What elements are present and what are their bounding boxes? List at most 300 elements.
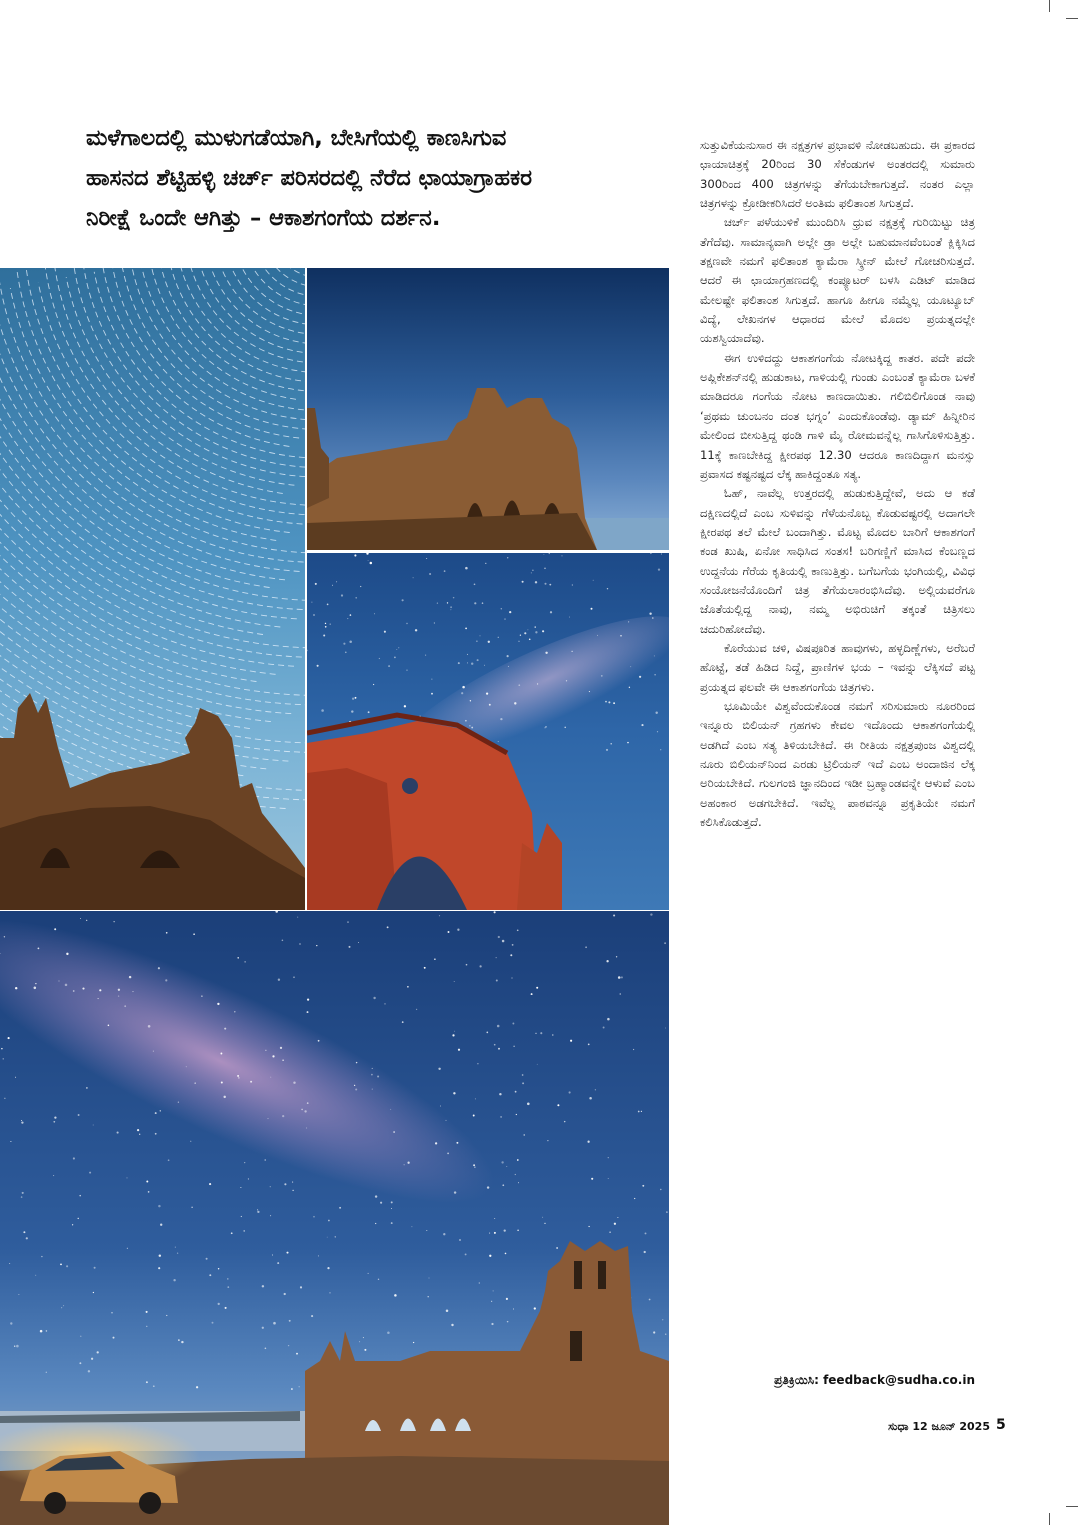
star — [605, 701, 607, 703]
star — [407, 1162, 409, 1164]
star-trails-image — [0, 268, 305, 910]
star — [617, 1217, 618, 1218]
star — [379, 658, 380, 659]
star — [661, 554, 662, 555]
star — [569, 1091, 571, 1093]
star — [238, 1077, 239, 1078]
star — [550, 611, 552, 613]
star — [519, 641, 520, 642]
star — [166, 932, 168, 934]
star — [350, 614, 352, 616]
star — [270, 1215, 271, 1216]
star — [297, 917, 298, 918]
star — [82, 988, 84, 990]
star — [191, 1207, 192, 1208]
star — [270, 1077, 271, 1078]
star — [35, 983, 36, 984]
star — [507, 1321, 509, 1323]
star — [391, 1222, 393, 1224]
star — [91, 1358, 93, 1360]
star — [10, 1322, 12, 1324]
star — [547, 1140, 548, 1141]
star — [209, 1183, 211, 1185]
star — [349, 641, 352, 644]
star — [428, 1277, 429, 1278]
star — [474, 602, 476, 604]
article-paragraph-3: ಈಗ ಉಳಿದದ್ದು ಆಕಾಶಗಂಗೆಯ ನೋಟಕ್ಕಿದ್ದ ಕಾತರ. ಪದೇ ಪದೇ ಅಪ್ಲಿಕೇಶನ್‌ನಲ್ಲಿ ಹುಡುಕಾಟ, ಗಾಳಿಯಲ್ಲಿ ಗುಂಡು ಎಂಬಂತೆ ಕ್ಯಾಮೆರಾ ಬಳಕೆ ಮಾಡಿದರೂ ಗಂಗೆಯ ನೋಟ ಕಾಣದಾಯಿತು. ಗಲಿಬಿಲಿಗೊಂಡ ನಾವು ‘ಪ್ರಥಮ ಚುಂಬನಂ ದಂತ ಭಗ್ನಂ’ ಎಂದುಕೊಂಡೆವು. ಡ್ಯಾಮ್ ಹಿನ್ನೀರಿನ ಮೇಲಿಂದ ಬೀಸುತ್ತಿದ್ದ ಥಂಡಿ ಗಾಳಿ ಮೈ ರೋಮವನ್ನೆಲ್ಲ ಗಾಸಿಗೊಳಿಸುತ್ತಿತ್ತು. 11ಕ್ಕೆ ಕಾಣಬೇಕಿದ್ದ ಕ್ಷೀರಪಥ 12.30 ಆದರೂ ಕಾಣದಿದ್ದಾಗ ಮನಸ್ಸು ಪ್ರವಾಸದ ಕಷ್ಟನಷ್ಟದ ಲೆಕ್ಕ ಹಾಕಿದ್ದಂತೂ ಸತ್ಯ. — [700, 350, 975, 481]
star — [257, 1211, 259, 1213]
star — [473, 1115, 475, 1117]
star — [641, 724, 643, 726]
star — [564, 727, 565, 728]
star — [380, 1202, 382, 1204]
star — [613, 702, 615, 704]
star — [21, 1196, 23, 1198]
star — [496, 957, 497, 958]
star — [270, 1186, 271, 1187]
star — [388, 665, 390, 667]
star — [40, 1330, 43, 1333]
star — [206, 1258, 208, 1260]
headline-line-3: ನಿರೀಕ್ಷೆ ಒಂದೇ ಆಗಿತ್ತು – ಆಕಾಶಗಂಗೆಯ ದರ್ಶನ. — [86, 205, 441, 231]
crop-mark-top-right-h — [1066, 18, 1078, 19]
star — [498, 741, 499, 742]
star — [118, 995, 119, 996]
star — [429, 573, 431, 575]
star — [384, 631, 386, 633]
star — [509, 611, 511, 613]
star — [603, 1027, 605, 1029]
star — [114, 921, 115, 922]
star — [315, 583, 317, 585]
star — [494, 911, 496, 913]
star — [336, 581, 337, 582]
star — [387, 926, 389, 928]
article-paragraph-6: ಭೂಮಿಯೇ ವಿಶ್ವವೆಂದುಕೊಂಡ ನಮಗೆ ಸರಿಸುಮಾರು ನೂರರಿಂದ ಇನ್ನೂರು ಬಿಲಿಯನ್ ಗ್ರಹಗಳು ಕೇವಲ ಇದೊಂದು ಆಕಾಶಗಂಗೆಯಲ್ಲಿ ಅಡಗಿದೆ ಎಂಬ ಸತ್ಯ ತಿಳಿಯಬೇಕಿದೆ. ಈ ರೀತಿಯ ನಕ್ಷತ್ರಪುಂಜ ವಿಶ್ವದಲ್ಲಿ ನೂರು ಬಿಲಿಯನ್‌ನಿಂದ ಎರಡು ಟ್ರಿಲಿಯನ್ ಇದೆ ಎಂಬ ಅಂದಾಜಿನ ಲೆಕ್ಕ ಅರಿಯಬೇಕಿದೆ. ಗುಲಗಂಜಿ ಜ್ಞಾನದಿಂದ ಇಡೀ ಬ್ರಹ್ಮಾಂಡವನ್ನೇ ಆಳುವೆ ಎಂಬ ಅಹಂಕಾರ ಅಡಗಬೇಕಿದೆ. ಇವೆಲ್ಲ ಪಾಠವನ್ನೂ ಪ್ರಕೃತಿಯೇ ನಮಗೆ ಕಲಿಸಿಕೊಡುತ್ತದೆ. — [700, 698, 975, 830]
star — [10, 1141, 11, 1142]
star — [38, 948, 40, 950]
star — [98, 998, 99, 999]
star — [296, 1353, 298, 1355]
star — [498, 1048, 500, 1050]
star — [146, 1381, 148, 1383]
star — [411, 1226, 412, 1227]
star — [454, 981, 455, 982]
star — [355, 697, 357, 699]
star — [665, 1333, 666, 1334]
photo-church-milky-way-car — [0, 911, 669, 1525]
star — [426, 558, 427, 559]
star — [328, 1220, 330, 1222]
star — [488, 641, 490, 643]
star — [531, 572, 532, 573]
article-paragraph-2: ಚರ್ಚ್ ಪಳೆಯುಳಿಕೆ ಮುಂದಿರಿಸಿ ಧ್ರುವ ನಕ್ಷತ್ರಕ್ಕೆ ಗುರಿಯಿಟ್ಟು ಚಿತ್ರ ತೆಗೆದೆವು. ಸಾಮಾನ್ಯವಾಗಿ ಅಲ್ಲೇ ಡ್ರಾ ಅಲ್ಲೇ ಬಹುಮಾನವೆಂಬಂತೆ ಕ್ಲಿಕ್ಕಿಸಿದ ತಕ್ಷಣವೇ ನಮಗೆ ಫಲಿತಾಂಶ ಕ್ಯಾಮೆರಾ ಸ್ಕ್ರೀನ್ ಮೇಲೆ ಗೋಚರಿಸುತ್ತದೆ. ಆದರೆ ಈ ಛಾಯಾಗ್ರಹಣದಲ್ಲಿ ಕಂಪ್ಯೂಟರ್ ಬಳಸಿ ಎಡಿಟ್ ಮಾಡಿದ ಮೇಲಷ್ಟೇ ಫಲಿತಾಂಶ ಸಿಗುತ್ತದೆ. ಹಾಗೂ ಹೀಗೂ ನಮ್ಮೆಲ್ಲ ಯೂಟ್ಯೂಬ್ ವಿದ್ಯೆ, ಲೇಖನಗಳ ಆಧಾರದ ಮೇಲೆ ಮೊದಲ ಪ್ರಯತ್ನದಲ್ಲೇ ಯಶಸ್ವಿಯಾದೆವು. — [700, 215, 975, 346]
star — [372, 1068, 373, 1069]
star — [522, 581, 524, 583]
star — [570, 1040, 572, 1042]
star — [427, 1296, 428, 1297]
star — [212, 1322, 214, 1324]
star — [175, 1247, 176, 1248]
star — [458, 662, 460, 664]
star — [146, 1311, 148, 1313]
star — [591, 1178, 593, 1180]
star — [491, 1323, 493, 1325]
star — [284, 1183, 286, 1185]
star — [542, 630, 544, 632]
star — [8, 1037, 10, 1039]
star — [348, 946, 350, 948]
star — [572, 584, 573, 585]
star — [193, 933, 195, 935]
star — [265, 1159, 266, 1160]
star — [59, 981, 60, 982]
star — [318, 1255, 319, 1256]
star — [311, 602, 312, 603]
star — [524, 1134, 525, 1135]
star — [234, 1011, 235, 1012]
star — [545, 726, 546, 727]
red-arch-image — [307, 553, 669, 910]
star — [662, 1319, 663, 1320]
star — [313, 614, 315, 616]
star — [482, 602, 484, 604]
star — [620, 993, 621, 994]
star — [607, 588, 608, 589]
star — [458, 1049, 460, 1051]
star — [54, 928, 56, 930]
star — [654, 674, 655, 675]
star — [439, 915, 440, 916]
star — [613, 914, 615, 916]
star — [181, 1341, 183, 1343]
crop-mark-bottom-right — [1049, 1513, 1060, 1525]
star — [522, 1082, 524, 1084]
star — [435, 1142, 437, 1144]
star — [665, 1028, 666, 1029]
star — [451, 609, 452, 610]
star — [317, 665, 319, 667]
star — [467, 662, 468, 663]
star — [479, 965, 481, 967]
star — [347, 921, 348, 922]
star — [499, 1093, 501, 1095]
star — [364, 1349, 366, 1351]
star — [453, 1092, 455, 1094]
star — [564, 1121, 565, 1122]
star — [299, 943, 300, 944]
star — [79, 1195, 81, 1197]
star — [506, 1166, 507, 1167]
star — [177, 1253, 178, 1254]
article-paragraph-4: ಓಹ್, ನಾವೆಲ್ಲ ಉತ್ತರದಲ್ಲಿ ಹುಡುಕುತ್ತಿದ್ದೇವೆ, ಅದು ಆ ಕಡೆ ದಕ್ಷಿಣದಲ್ಲಿದೆ ಎಂಬ ಸುಳಿವನ್ನು ಗೆಳೆಯನೊಬ್ಬ ಕೊಡುವಷ್ಟರಲ್ಲಿ ಅದಾಗಲೇ ಕ್ಷೀರಪಥ ತಲೆ ಮೇಲೆ ಬಂದಾಗಿತ್ತು. ಮೊಟ್ಟ ಮೊದಲ ಬಾರಿಗೆ ಆಕಾಶಗಂಗೆ ಕಂಡ ಖುಷಿ, ಏನೋ ಸಾಧಿಸಿದ ಸಂತಸ! ಬರಿಗಣ್ಣಿಗೆ ಮಾಸಿದ ಕೆಂಬಣ್ಣದ ಉದ್ದನೆಯ ಗೆರೆಯ ಕೃತಿಯಲ್ಲಿ ಕಾಣುತ್ತಿತ್ತು. ಬಗೆಬಗೆಯ ಭಂಗಿಯಲ್ಲಿ, ವಿವಿಧ ಸಂಯೋಜನೆಯೊಂದಿಗೆ ಚಿತ್ರ ತೆಗೆಯಲಾರಂಭಿಸಿದೆವು. ಅಲ್ಲಿಯವರೆಗೂ ಜೊತೆಯಲ್ಲಿದ್ದ ನಾವು, ನಮ್ಮ ಅಭಿರುಚಿಗೆ ತಕ್ಕಂತೆ ಚಿತ್ರಿಸಲು ಚದುರಿಹೋದೆವು. — [700, 486, 975, 636]
star — [80, 1336, 81, 1337]
star — [21, 1121, 23, 1123]
star — [53, 1175, 54, 1176]
star — [443, 1233, 445, 1235]
star — [79, 1362, 81, 1364]
star — [461, 692, 463, 694]
star — [330, 623, 331, 624]
star — [660, 749, 661, 750]
star — [293, 976, 295, 978]
star — [173, 1279, 175, 1281]
star — [356, 1062, 357, 1063]
star — [589, 691, 590, 692]
photo-red-arch-milky-way — [307, 553, 669, 910]
star — [601, 675, 603, 677]
star — [474, 583, 476, 585]
star — [244, 1162, 245, 1163]
star — [506, 1298, 508, 1300]
star — [278, 979, 280, 981]
star — [406, 623, 407, 624]
star — [652, 617, 654, 619]
star — [569, 617, 570, 618]
star — [497, 1025, 500, 1028]
star — [265, 1347, 267, 1349]
star — [241, 1216, 242, 1217]
star — [178, 1339, 180, 1341]
star — [504, 619, 505, 620]
star — [431, 693, 433, 695]
star — [527, 629, 528, 630]
star — [148, 1025, 151, 1028]
star — [398, 647, 399, 648]
star — [437, 602, 438, 603]
star — [60, 1264, 62, 1266]
star — [544, 567, 546, 569]
star — [178, 1102, 179, 1103]
star — [549, 584, 551, 586]
star — [465, 628, 467, 630]
star — [9, 1263, 10, 1264]
star — [446, 1120, 447, 1121]
star — [194, 1082, 196, 1084]
star — [217, 1003, 219, 1005]
star — [378, 1279, 379, 1280]
star — [282, 1060, 283, 1061]
star — [89, 1172, 91, 1174]
star — [522, 1074, 524, 1076]
star — [23, 1231, 25, 1233]
star — [168, 1159, 170, 1161]
star — [73, 990, 75, 992]
star — [413, 1342, 414, 1343]
star — [404, 705, 406, 707]
star — [552, 1034, 553, 1035]
star — [41, 1256, 42, 1257]
star — [299, 1386, 300, 1387]
star — [628, 621, 629, 622]
star — [634, 1198, 635, 1199]
star — [146, 1181, 148, 1183]
star — [231, 1232, 233, 1234]
star — [124, 1005, 126, 1007]
star — [118, 989, 120, 991]
star — [650, 913, 652, 915]
star — [355, 1088, 357, 1090]
star — [653, 1331, 655, 1333]
star — [543, 554, 544, 555]
star — [518, 1182, 519, 1183]
star — [375, 1223, 376, 1224]
star — [448, 931, 450, 933]
star — [494, 1044, 496, 1046]
star — [477, 659, 479, 661]
star — [272, 1255, 273, 1256]
star — [284, 1293, 286, 1295]
star — [248, 1178, 249, 1179]
church-twilight-image — [307, 268, 669, 550]
star — [649, 613, 651, 615]
star — [454, 1191, 456, 1193]
star — [657, 731, 658, 732]
star — [440, 1106, 441, 1107]
star — [227, 1286, 229, 1288]
star — [335, 1236, 336, 1237]
star — [375, 1195, 377, 1197]
star — [292, 1190, 293, 1191]
star — [53, 1121, 55, 1123]
star — [1, 1048, 3, 1050]
star — [262, 1285, 264, 1287]
star — [452, 1034, 454, 1036]
star — [165, 979, 167, 981]
star — [14, 1346, 15, 1347]
star — [86, 1087, 88, 1089]
star — [223, 1096, 225, 1098]
star — [307, 998, 309, 1000]
star — [589, 1097, 592, 1100]
star — [474, 1167, 475, 1168]
star — [132, 991, 133, 992]
article-paragraph-5: ಕೊರೆಯುವ ಚಳಿ, ವಿಷಪೂರಿತ ಹಾವುಗಳು, ಹಳ್ಳದಿಣ್ಣೆಗಳು, ಅರೆಬರೆ ಹೊಟ್ಟೆ, ತಡೆ ಹಿಡಿದ ನಿದ್ದೆ, ಪ್ರಾಣಿಗಳ ಭಯ – ಇವನ್ನು ಲೆಕ್ಕಿಸದೆ ಪಟ್ಟ ಪ್ರಯತ್ನದ ಫಲವೇ ಈ ಆಕಾಶಗಂಗೆಯ ಚಿತ್ರಗಳು. — [700, 640, 975, 694]
star — [257, 1209, 258, 1210]
star — [286, 1252, 288, 1254]
star — [368, 711, 370, 713]
photo-church-twilight — [307, 268, 669, 550]
star — [505, 1253, 507, 1255]
star — [209, 1274, 211, 1276]
star — [502, 1184, 504, 1186]
star — [524, 632, 526, 634]
star — [621, 976, 623, 978]
star — [666, 1211, 668, 1213]
star — [465, 567, 468, 570]
star — [486, 1032, 488, 1034]
star — [148, 1191, 150, 1193]
star — [489, 1255, 491, 1257]
star — [654, 655, 655, 656]
star — [494, 1218, 495, 1219]
star — [201, 995, 203, 997]
star — [507, 655, 509, 657]
star — [639, 676, 641, 678]
star — [607, 1018, 610, 1021]
star — [540, 1032, 542, 1034]
star — [476, 640, 477, 641]
star — [158, 967, 160, 969]
photo-star-trails — [0, 268, 305, 910]
star — [588, 1226, 589, 1227]
star — [391, 1201, 393, 1203]
star — [498, 936, 500, 938]
star — [477, 1063, 478, 1064]
star — [513, 1046, 514, 1047]
star — [649, 1299, 651, 1301]
star — [345, 652, 347, 654]
star — [544, 1223, 545, 1224]
star — [513, 1309, 514, 1310]
star — [456, 1142, 458, 1144]
feedback-line: ಪ್ರತಿಕ್ರಿಯಿಸಿ: feedback@sudha.co.in — [774, 1373, 975, 1387]
star — [489, 1233, 490, 1234]
star — [78, 1114, 80, 1116]
star — [237, 957, 238, 958]
star — [606, 960, 608, 962]
star — [544, 583, 546, 585]
star — [16, 1345, 19, 1348]
star — [549, 553, 550, 554]
star — [316, 945, 317, 946]
star — [416, 1009, 417, 1010]
star — [394, 1294, 397, 1297]
star — [438, 1068, 440, 1070]
star — [591, 608, 593, 610]
star — [377, 1075, 379, 1077]
star — [323, 634, 325, 636]
star — [500, 718, 502, 720]
star — [373, 997, 375, 999]
star — [72, 1224, 73, 1225]
star — [556, 1247, 558, 1249]
star — [368, 560, 369, 561]
star — [146, 1326, 147, 1327]
star — [153, 1385, 155, 1387]
star — [327, 1237, 328, 1238]
star — [332, 585, 333, 586]
star — [494, 1232, 496, 1234]
star — [88, 1370, 90, 1372]
star — [638, 1111, 640, 1113]
star — [491, 1301, 492, 1302]
star — [354, 554, 356, 556]
star — [292, 1182, 293, 1183]
star — [355, 597, 357, 599]
star — [532, 570, 534, 572]
star — [155, 1133, 157, 1135]
star — [609, 1231, 611, 1233]
star — [311, 1315, 313, 1317]
article-column — [700, 136, 975, 832]
star — [511, 977, 512, 978]
star — [34, 987, 37, 990]
star — [373, 684, 374, 685]
star — [486, 692, 488, 694]
star — [282, 1115, 284, 1117]
star — [372, 1089, 373, 1090]
star — [517, 929, 519, 931]
star — [608, 1178, 609, 1179]
star — [498, 637, 499, 638]
star — [593, 580, 594, 581]
star — [459, 1239, 461, 1241]
star — [63, 1305, 64, 1306]
star — [585, 946, 587, 948]
star — [413, 577, 414, 578]
star — [415, 629, 417, 631]
